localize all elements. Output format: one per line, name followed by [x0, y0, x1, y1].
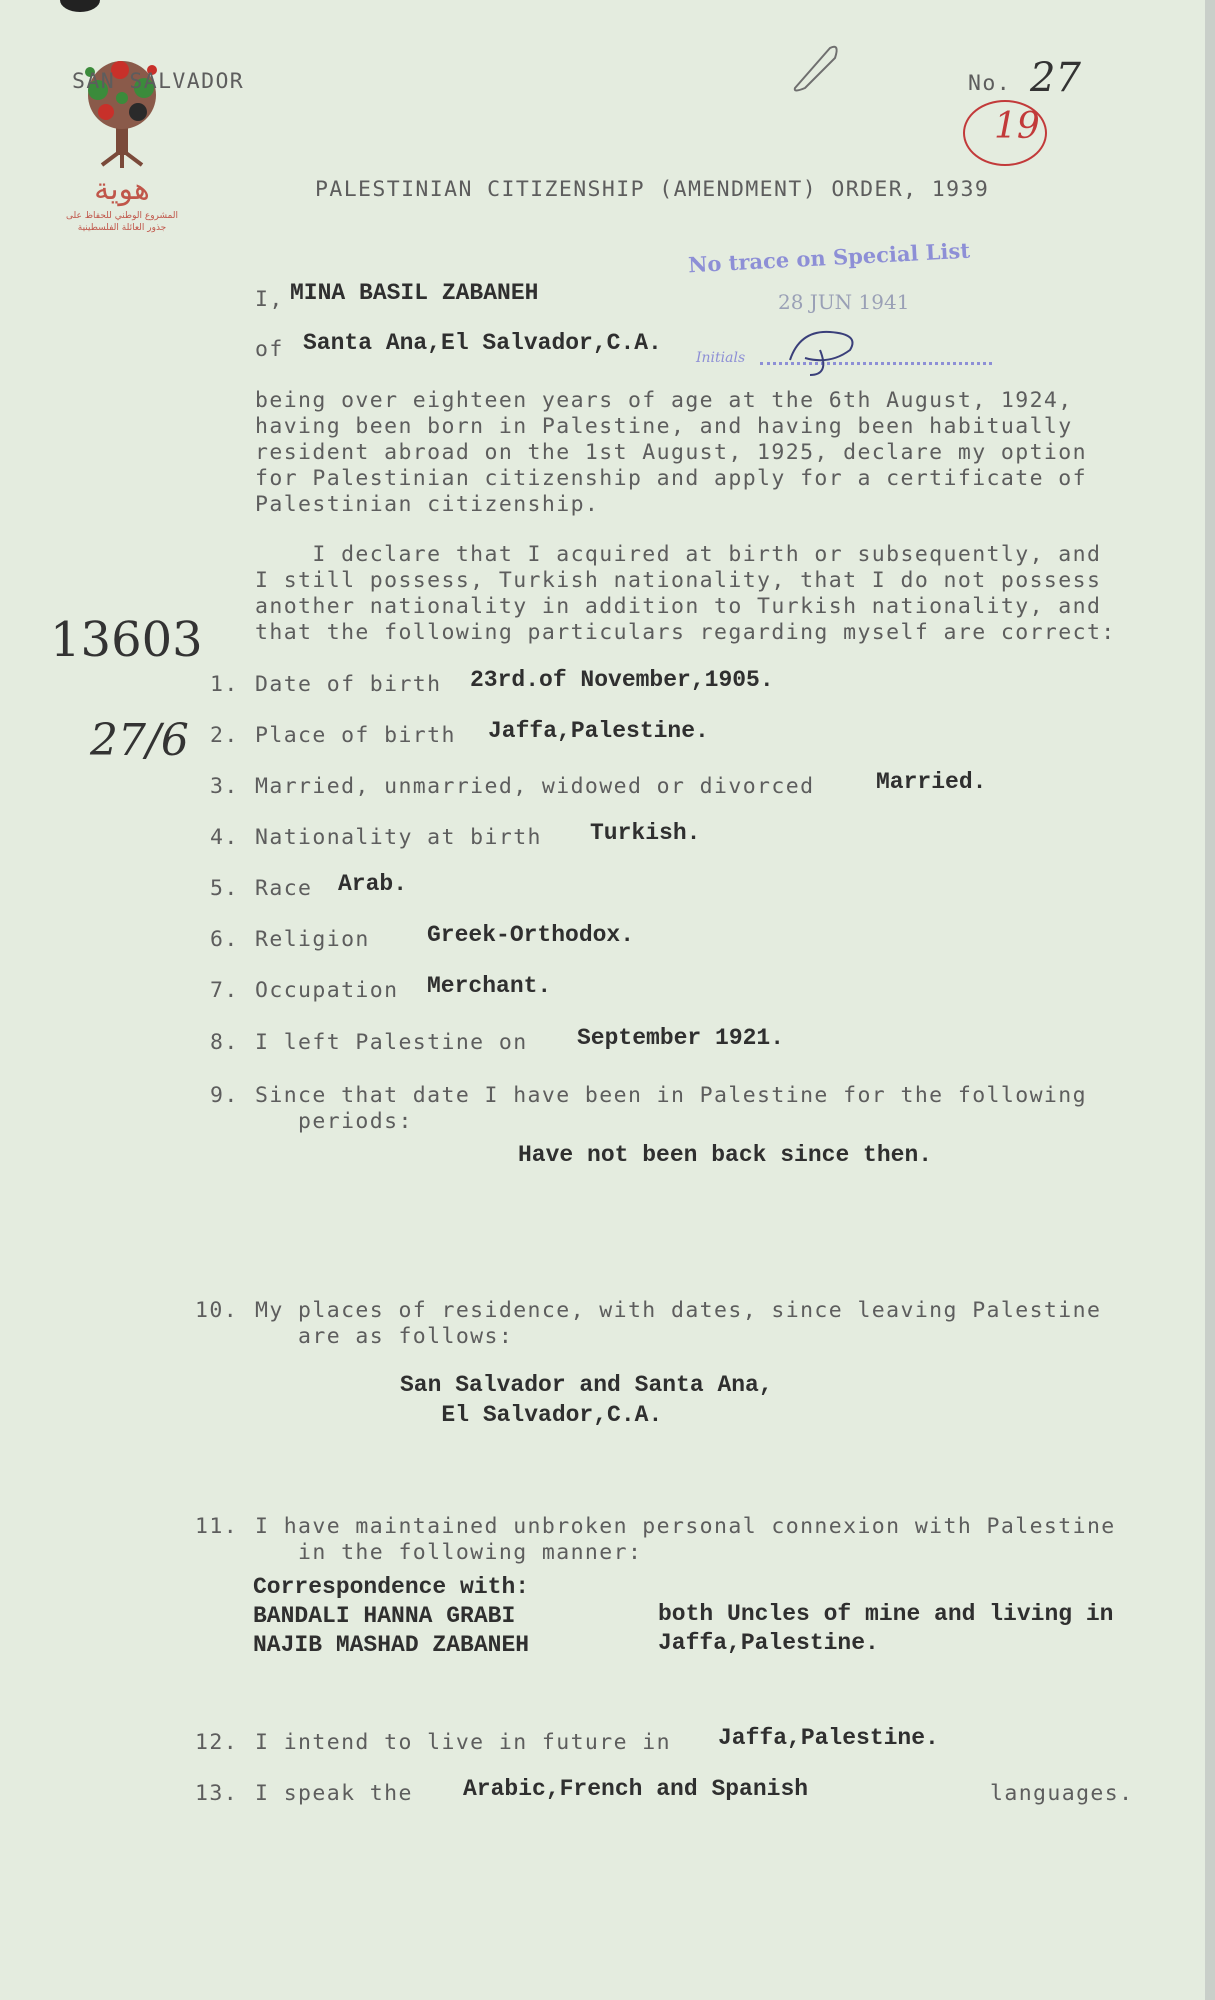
item-9-value: Have not been back since then. — [518, 1142, 933, 1168]
page-edge — [1205, 0, 1215, 2000]
item-6-label: Religion — [255, 927, 370, 952]
item-9-label: Since that date I have been in Palestine for the following periods: — [255, 1083, 1087, 1134]
item-2-number: 2. — [210, 723, 239, 748]
item-10-number: 10. — [195, 1298, 239, 1323]
item-13-suffix: languages. — [990, 1781, 1134, 1806]
item-1-value: 23rd.of November,1905. — [470, 667, 774, 693]
item-5-label: Race — [255, 876, 313, 901]
number-label: No. — [968, 71, 1012, 96]
item-11-label: I have maintained unbroken personal connexion with Palestine in the following manner: — [255, 1514, 1116, 1565]
stamp-date: 28 JUN 1941 — [778, 290, 910, 314]
tree-logo-icon — [62, 50, 182, 170]
item-4-label: Nationality at birth — [255, 825, 542, 850]
initials-signature-icon — [780, 320, 880, 380]
item-8-number: 8. — [210, 1030, 239, 1055]
item-5-value: Arab. — [338, 871, 408, 897]
item-3-value: Married. — [876, 769, 987, 795]
item-6-number: 6. — [210, 927, 239, 952]
logo-caption-line2: جذور العائلة الفلسطينية — [77, 223, 167, 233]
declaration-para2: I declare that I acquired at birth or subsequently, and I still possess, Turkish nationality, that I do not possess another nationality in addition to Turkish nationality, and that the following particulars regarding myself are correct: — [255, 542, 1116, 645]
item-9-number: 9. — [210, 1083, 239, 1108]
item-4-number: 4. — [210, 825, 239, 850]
item-1-number: 1. — [210, 672, 239, 697]
item-13-label: I speak the — [255, 1781, 413, 1806]
item-3-number: 3. — [210, 774, 239, 799]
item-5-number: 5. — [210, 876, 239, 901]
item-12-number: 12. — [195, 1730, 239, 1755]
item-11-value2: both Uncles of mine and living in Jaffa,Palestine. — [658, 1601, 1114, 1656]
declaration-para1: being over eighteen years of age at the 6th August, 1924, having been born in Palestine, and having been habitually resident abroad on the 1st August, 1925, declare my option for Palestinian citizenship and apply for a certificate of Palestinian citizenship. — [255, 388, 1087, 517]
item-12-label: I intend to live in future in — [255, 1730, 671, 1755]
item-8-value: September 1921. — [577, 1025, 785, 1051]
item-7-number: 7. — [210, 978, 239, 1003]
applicant-name: MINA BASIL ZABANEH — [290, 280, 539, 306]
item-4-value: Turkish. — [590, 820, 701, 846]
margin-initials: 27/6 — [90, 715, 189, 766]
pencil-mark-icon — [785, 38, 855, 98]
item-12-value: Jaffa,Palestine. — [718, 1725, 939, 1751]
header-place: SAN SALVADOR — [72, 69, 245, 94]
item-10-value: San Salvador and Santa Ana, El Salvador,C.A. — [400, 1372, 773, 1428]
item-6-value: Greek-Orthodox. — [427, 922, 635, 948]
name-prefix: I, — [255, 287, 284, 312]
item-10-label: My places of residence, with dates, since leaving Palestine are as follows: — [255, 1298, 1102, 1349]
logo-caption-line1: المشروع الوطني للحفاظ على — [65, 211, 178, 221]
of-label: of — [255, 337, 284, 362]
file-number: 13603 — [50, 612, 203, 668]
item-3-label: Married, unmarried, widowed or divorced — [255, 774, 815, 799]
item-13-number: 13. — [195, 1781, 239, 1806]
item-11-value: Correspondence with: BANDALI HANNA GRABI NAJIB MASHAD ZABANEH — [253, 1574, 530, 1658]
item-7-label: Occupation — [255, 978, 399, 1003]
item-7-value: Merchant. — [427, 973, 552, 999]
circled-number-text: 19 — [994, 106, 1040, 147]
item-2-value: Jaffa,Palestine. — [488, 718, 709, 744]
item-13-value: Arabic,French and Spanish — [463, 1776, 809, 1802]
item-1-label: Date of birth — [255, 672, 442, 697]
stamp-text: No trace on Special List — [687, 237, 971, 278]
logo-caption — [62, 170, 182, 234]
number-value: 27 — [1030, 55, 1081, 101]
item-2-label: Place of birth — [255, 723, 456, 748]
item-8-label: I left Palestine on — [255, 1030, 528, 1055]
applicant-address: Santa Ana,El Salvador,C.A. — [303, 330, 662, 356]
item-11-number: 11. — [195, 1514, 239, 1539]
stamp-initials-label: Initials — [696, 350, 746, 366]
form-title: PALESTINIAN CITIZENSHIP (AMENDMENT) ORDER, 1939 — [315, 177, 990, 202]
logo-arabic-title: هوية — [94, 172, 150, 207]
